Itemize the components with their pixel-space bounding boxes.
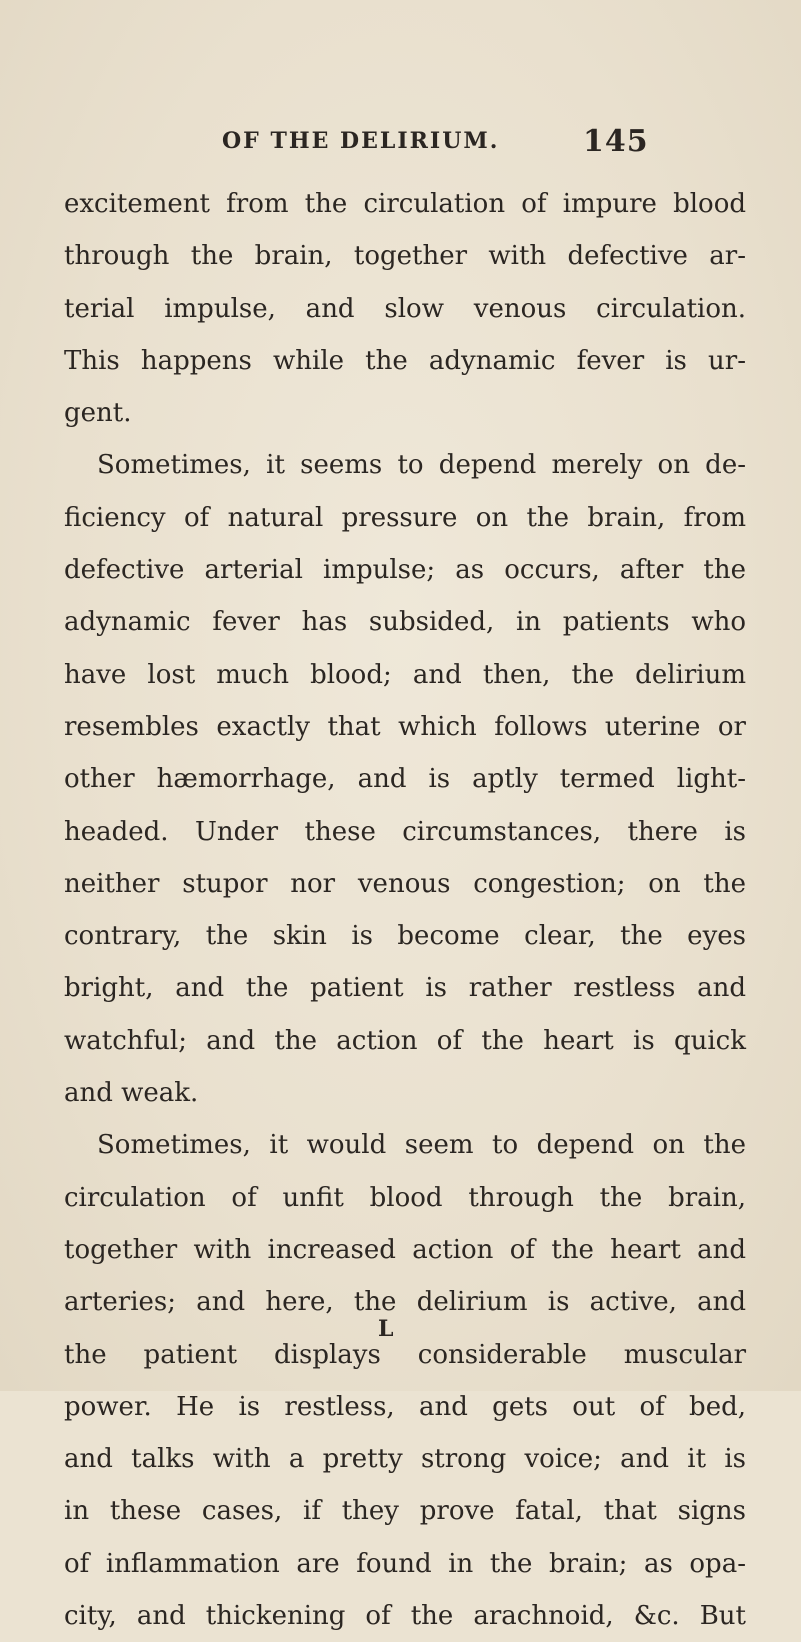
text-line: circulation of unfit blood through the brain, bbox=[64, 1182, 746, 1213]
body-text bbox=[64, 178, 746, 1642]
text-line: arteries; and here, the delirium is active, and bbox=[64, 1287, 746, 1318]
text-line: watchful; and the action of the heart is quick bbox=[64, 1025, 746, 1056]
text-line: Sometimes, it would seem to depend on the bbox=[97, 1130, 746, 1161]
text-line: of inflammation are found in the brain; as opa- bbox=[64, 1548, 746, 1579]
running-title: OF THE DELIRIUM. bbox=[222, 128, 500, 154]
text-line: terial impulse, and slow venous circulation. bbox=[64, 293, 746, 324]
text-line: and talks with a pretty strong voice; and it is bbox=[64, 1444, 746, 1475]
text-line: resembles exactly that which follows uterine or bbox=[64, 711, 746, 742]
text-line: have lost much blood; and then, the delirium bbox=[64, 659, 746, 690]
text-line: bright, and the patient is rather restless and bbox=[64, 973, 746, 1004]
running-head bbox=[0, 124, 801, 168]
text-line: together with increased action of the heart and bbox=[64, 1234, 746, 1265]
text-line: in these cases, if they prove fatal, that signs bbox=[64, 1496, 746, 1527]
text-line: neither stupor nor venous congestion; on the bbox=[64, 868, 746, 899]
text-line: power. He is restless, and gets out of bed, bbox=[64, 1391, 746, 1422]
signature-mark: L bbox=[378, 1316, 394, 1342]
text-line: contrary, the skin is become clear, the eyes bbox=[64, 921, 746, 952]
text-line: Sometimes, it seems to depend merely on de- bbox=[97, 450, 746, 481]
page-number: 145 bbox=[583, 124, 649, 159]
text-line: defective arterial impulse; as occurs, after the bbox=[64, 555, 746, 586]
text-line: excitement from the circulation of impure blood bbox=[64, 189, 746, 219]
text-line: city, and thickening of the arachnoid, &c. But bbox=[64, 1601, 746, 1632]
text-line: and weak. bbox=[64, 1078, 199, 1109]
text-line: ficiency of natural pressure on the brain, from bbox=[64, 502, 746, 533]
text-line: through the brain, together with defective ar- bbox=[64, 241, 746, 272]
text-line: This happens while the adynamic fever is ur- bbox=[64, 345, 746, 376]
text-line: headed. Under these circumstances, there is bbox=[64, 816, 746, 847]
text-line: other hæmorrhage, and is aptly termed light- bbox=[64, 764, 746, 795]
text-line: gent. bbox=[64, 398, 132, 429]
text-line: adynamic fever has subsided, in patients who bbox=[64, 607, 746, 638]
text-line: the patient displays considerable muscular bbox=[64, 1339, 746, 1370]
